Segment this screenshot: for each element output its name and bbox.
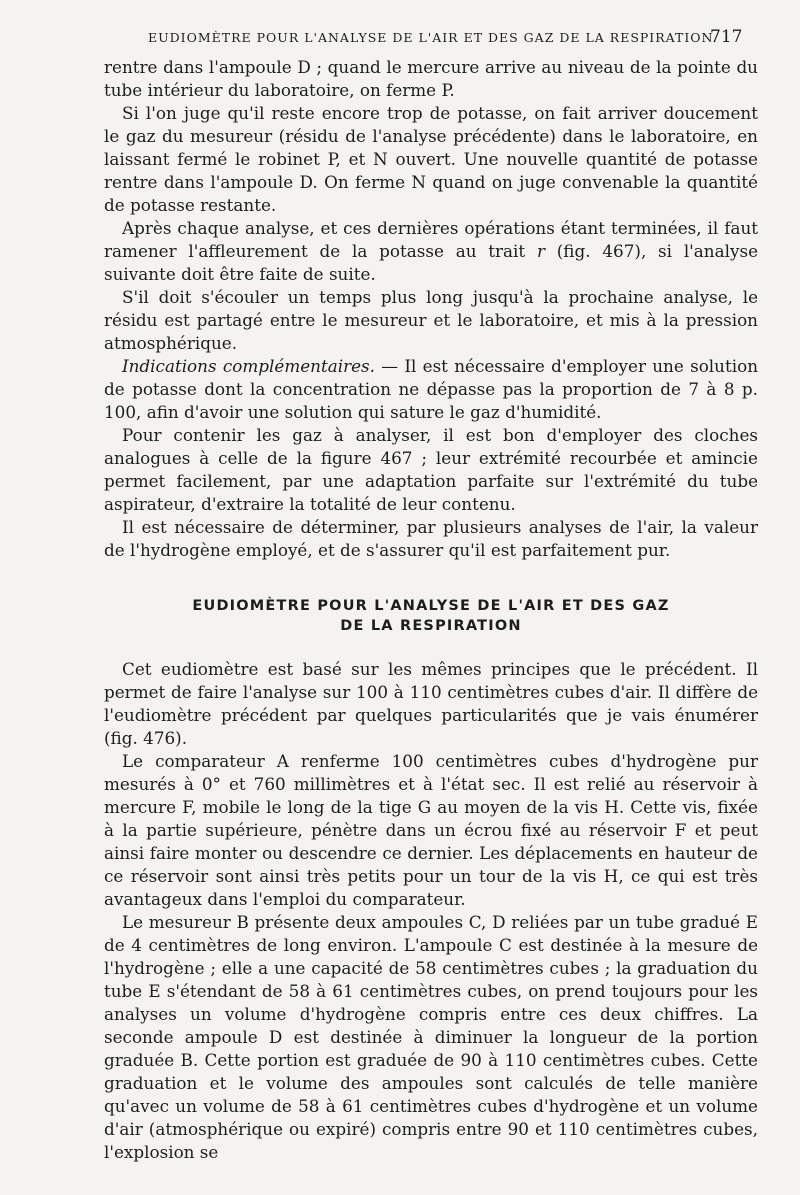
section-heading-line-1: EUDIOMÈTRE POUR L'ANALYSE DE L'AIR ET DES GAZ xyxy=(192,598,670,614)
paragraph: Après chaque analyse, et ces dernières opérations étant terminées, il faut ramener l'affleurement de la potasse au trait r (fig. 467), si l'analyse suivante doit être faite de suite. xyxy=(104,218,759,284)
italic-lead: Indications complémentaires. xyxy=(122,356,375,376)
paragraph: Cet eudiomètre est basé sur les mêmes principes que le précédent. Il permet de faire l'analyse sur 100 à 110 centimètres cubes d'air. Il diffère de l'eudiomètre précédent par quelques particularités que je vais énumérer (fig. 476). xyxy=(104,659,758,748)
section-heading xyxy=(104,596,758,636)
paragraph: Indications complémentaires. — Il est nécessaire d'employer une solution de potasse dont la concentration ne dépasse pas la proportion de 7 à 8 p. 100, afin d'avoir une solution qui sature le gaz d'humidité. xyxy=(104,356,758,422)
paragraph: Le mesureur B présente deux ampoules C, D reliées par un tube gradué E de 4 centimètres de long environ. L'ampoule C est destinée à la mesure de l'hydrogène ; elle a une capacité de 58 centimètres cubes ; la graduation du tube E s'étendant de 58 à 61 centimètres cubes, on prend toujours pour les analyses un volume d'hydrogène compris entre ces deux chiffres. La seconde ampoule D est destinée à diminuer la longueur de la portion graduée B. Cette portion est graduée de 90 à 110 centimètres cubes. Cette graduation et le volume des ampoules sont calculés de telle manière qu'avec un volume de 58 à 61 centimètres cubes d'hydrogène et un volume d'air (atmosphérique ou expiré) compris entre 90 et 110 centimètres cubes, l'explosion se xyxy=(104,912,758,1162)
paragraph: Pour contenir les gaz à analyser, il est bon d'employer des cloches analogues à celle de la figure 467 ; leur extrémité recourbée et amincie permet facilement, par une adaptation parfaite sur l'extrémité du tube aspirateur, d'extraire la totalité de leur contenu. xyxy=(104,425,758,514)
paragraph: Il est nécessaire de déterminer, par plusieurs analyses de l'air, la valeur de l'hydrogène employé, et de s'assurer qu'il est parfaitement pur. xyxy=(104,517,758,560)
paragraph: S'il doit s'écouler un temps plus long jusqu'à la prochaine analyse, le résidu est partagé entre le mesureur et le laboratoire, et mis à la pression atmosphérique. xyxy=(104,287,758,353)
paragraph: Le comparateur A renferme 100 centimètres cubes d'hydrogène pur mesurés à 0° et 760 millimètres et à l'état sec. Il est relié au réservoir à mercure F, mobile le long de la tige G au moyen de la vis H. Cette vis, fixée à la partie supérieure, pénètre dans un écrou fixé au réservoir F et peut ainsi faire monter ou descendre ce dernier. Les déplacements en hauteur de ce réservoir sont ainsi très petits pour un tour de la vis H, ce qui est très avantageux dans l'emploi du comparateur. xyxy=(104,751,758,909)
paragraph: Si l'on juge qu'il reste encore trop de potasse, on fait arriver doucement le gaz du mesureur (résidu de l'analyse précédente) dans le laboratoire, en laissant fermé le robinet P, et N ouvert. Une nouvelle quantité de potasse rentre dans l'ampoule D. On ferme N quand on juge convenable la quantité de potasse restante. xyxy=(104,103,758,215)
section-heading-line-2: DE LA RESPIRATION xyxy=(340,618,522,634)
running-head xyxy=(0,27,800,52)
running-title: EUDIOMÈTRE POUR L'ANALYSE DE L'AIR ET DES GAZ DE LA RESPIRATION. xyxy=(148,30,718,45)
paragraph: rentre dans l'ampoule D ; quand le mercure arrive au niveau de la pointe du tube intérieur du laboratoire, on ferme P. xyxy=(104,57,758,100)
page-number: 717 xyxy=(710,27,743,47)
page-body xyxy=(104,56,758,1164)
figure-mark-r: r xyxy=(536,241,545,261)
